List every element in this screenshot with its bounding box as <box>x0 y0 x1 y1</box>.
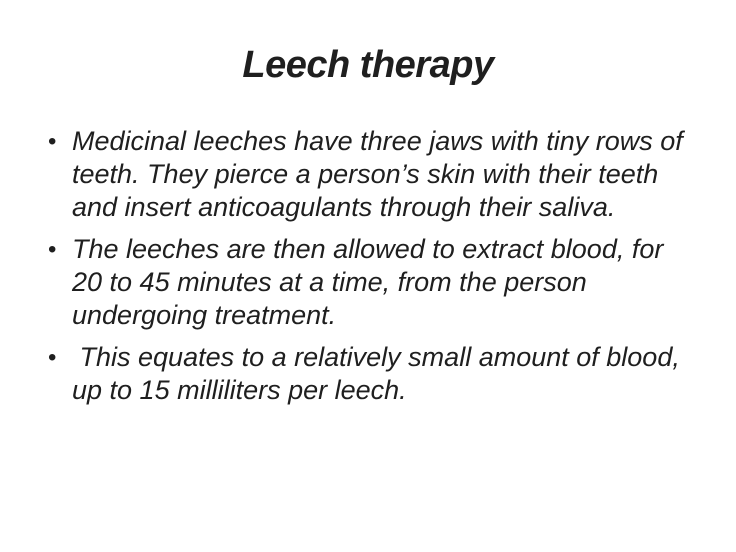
bullet-item <box>48 341 708 407</box>
bullet-text: The leeches are then allowed to extract blood, for 20 to 45 minutes at a time, from the person undergoing treatment. <box>72 234 671 330</box>
bullet-icon: • <box>48 344 57 371</box>
bullet-text: This equates to a relatively small amount of blood, up to 15 milliliters per leech. <box>72 342 688 405</box>
bullet-list <box>0 125 736 407</box>
slide-title: Leech therapy <box>242 44 494 86</box>
bullet-item <box>48 233 708 332</box>
bullet-item <box>48 125 708 224</box>
bullet-icon: • <box>48 128 57 155</box>
bullet-text: Medicinal leeches have three jaws with tiny rows of teeth. They pierce a person’s skin with their teeth and insert anticoagulants through their saliva. <box>72 126 691 222</box>
bullet-icon: • <box>48 236 57 263</box>
